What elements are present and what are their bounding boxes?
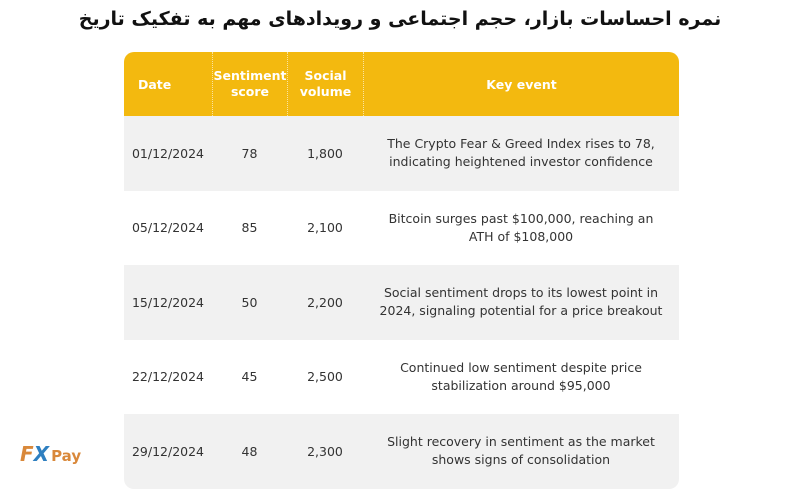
cell-date: 05/12/2024 (131, 220, 205, 236)
cell-volume: 2,200 (307, 294, 343, 310)
header-date: Date (138, 76, 172, 92)
table-row (124, 116, 679, 191)
table-row (124, 414, 679, 489)
cell-score: 50 (241, 294, 258, 310)
cell-date: 29/12/2024 (131, 443, 205, 459)
cell-event: The Crypto Fear & Greed Index rises to 78, indicating heightened investor confidence (387, 136, 655, 170)
header-volume: Social volume (287, 52, 363, 116)
header-event: Key event (363, 52, 679, 116)
cell-date: 15/12/2024 (131, 294, 205, 310)
sentiment-table (124, 52, 679, 489)
cell-volume: 2,500 (307, 369, 343, 385)
cell-event: Slight recovery in sentiment as the market shows signs of consolidation (387, 434, 655, 468)
logo-pay: Pay (51, 447, 82, 465)
header-score: Sentiment score (212, 52, 287, 116)
table-row (124, 265, 679, 340)
logo-f: F (20, 442, 34, 466)
cell-event: Continued low sentiment despite price stabilization around $95,000 (400, 359, 642, 393)
logo-x: X (33, 442, 50, 466)
fxpay-logo (20, 442, 81, 466)
cell-score: 45 (241, 369, 258, 385)
cell-score: 85 (241, 220, 258, 236)
table-header (124, 52, 679, 116)
cell-event: Social sentiment drops to its lowest point in 2024, signaling potential for a price breakout (379, 285, 663, 319)
table-row (124, 340, 679, 415)
table-row (124, 191, 679, 266)
cell-event: Bitcoin surges past $100,000, reaching an ATH of $108,000 (388, 210, 654, 244)
table-body (124, 116, 679, 489)
page-title: نمره احساسات بازار، حجم اجتماعی و رویدادهای مهم به تفکیک تاریخ (78, 8, 722, 30)
cell-date: 01/12/2024 (131, 145, 205, 161)
cell-volume: 2,100 (307, 220, 343, 236)
cell-score: 48 (241, 443, 258, 459)
cell-score: 78 (241, 145, 258, 161)
cell-volume: 1,800 (307, 145, 343, 161)
cell-volume: 2,300 (307, 443, 343, 459)
cell-date: 22/12/2024 (131, 369, 205, 385)
